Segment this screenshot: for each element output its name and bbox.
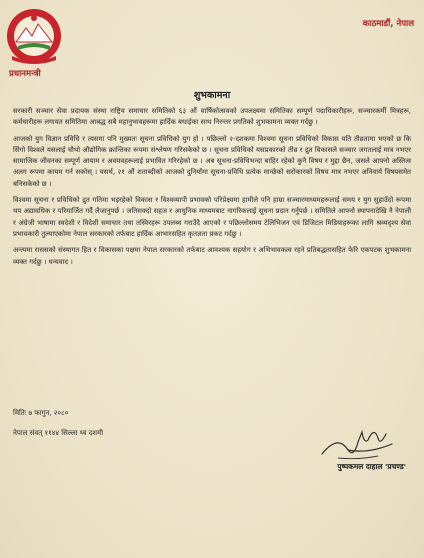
paragraph-1: सरकारी सञ्चार सेवा प्रदायक संस्था राष्ट्रिय समाचार समितिको ६३ औं वार्षिकोत्सवको उपलक्ष्यमा समितिका सम्पूर्ण पदाधिकारीहरू, सञ्चारकर्मी मित्रहरू, कर्मचारीहरू लगायत समितिमा आबद्ध सबै महानुभावहरूमा हार्दिक बधाईका साथ निरन्तर प्रगतिको शुभकामना व्यक्त गर्दछु । bbox=[13, 107, 411, 127]
office-label: प्रधानमन्त्री bbox=[9, 69, 41, 79]
document-title: शुभकामना bbox=[193, 90, 231, 101]
nepal-samvat-line: नेपाल संवत् ११४४ सिल्ला थ्व दशमी bbox=[13, 429, 104, 437]
paragraph-4: अन्त्यमा राससको संस्थागत हित र विकासका पक्षमा नेपाल सरकारको तर्फबाट आवश्यक सहयोग र अभिभावकत्व रहने प्रतिबद्धतासहित फेरि एकपटक शुभकामना व्यक्त गर्दछु । धन्यवाद । bbox=[13, 246, 411, 266]
nepal-emblem-icon bbox=[6, 6, 62, 66]
signature-icon bbox=[318, 414, 398, 464]
paragraph-2: आजको युग विज्ञान प्रविधि र त्यसमा पनि मुख्यतः सूचना प्रविधिको युग हो । पछिल्लो २-दशकमा विश्वमा सूचना प्रविधिको विकास यति तीव्रतामा भएको छ कि सिंगो विश्वले यसलाई चौथो औद्योगिक क्रान्तिका रूपमा संश्लेषण गरिसकेको छ । सूचना प्रविधिको यसप्रकारको तीव्र र द्रुत विकासले सञ्चार जगतलाई मात्र नभएर सामाजिक जीवनका सम्पूर्ण आयाम र अवयवहरूलाई प्रभावित गरिरहेको छ । अब सूचना-प्रविधिभन्दा बाहिर रहेको कुनै विषय र मुद्दा छैन, जसले आफ्नो अस्तित्व अलग रूपमा कायम गर्न सकोस् । यसर्थ, २१ औं शताब्दीको आजको दुनियाँमा सूचना-प्रविधि प्रत्येक मान्छेको सरोकारको विषय मात्र नभएर अनिवार्य विषयसमेत बनिसकेको छ । bbox=[13, 134, 411, 188]
place-label: काठमाडौं, नेपाल bbox=[362, 19, 414, 29]
message-body bbox=[13, 106, 411, 273]
paragraph-3: विश्वमा सूचना र प्रविधिको द्रुत गतिमा भइरहेको विकास र विश्वव्यापी प्रभावको परिप्रेक्ष्यमा हामीले पनि हाम्रा सञ्चारमाध्यमहरूलाई समय र युग सुहाउँदो रूपमा थप अद्यावधिक र परिमार्जित गर्दै लैजानुपर्छ । जतिसक्दो सहज र आधुनिक माध्यमबाट नागरिकलाई सूचना प्रदान गर्नुपर्छ । समितिले आफ्नो स्थापनादेखि नै नेपाली र अंग्रेजी भाषामा स्वदेशी र विदेशी समाचार तथा तस्विरहरू उपलब्ध गराउँदै आएको र पछिल्लोसमय टेलिभिजन एवं डिजिटल मिडियाहरूका लागि श्रव्यदृश्य सेवा प्रभावकारी तुल्याएकोमा नेपाल सरकारको तर्फबाट हार्दिक आभारसहित कृतज्ञता प्रकट गर्दछु । bbox=[13, 196, 411, 238]
date-line: मितिः ७ फागुन, २०८० bbox=[13, 409, 69, 417]
date-block bbox=[13, 408, 103, 448]
signer-name: पुष्पकमल दाहाल 'प्रचण्ड' bbox=[337, 462, 406, 471]
